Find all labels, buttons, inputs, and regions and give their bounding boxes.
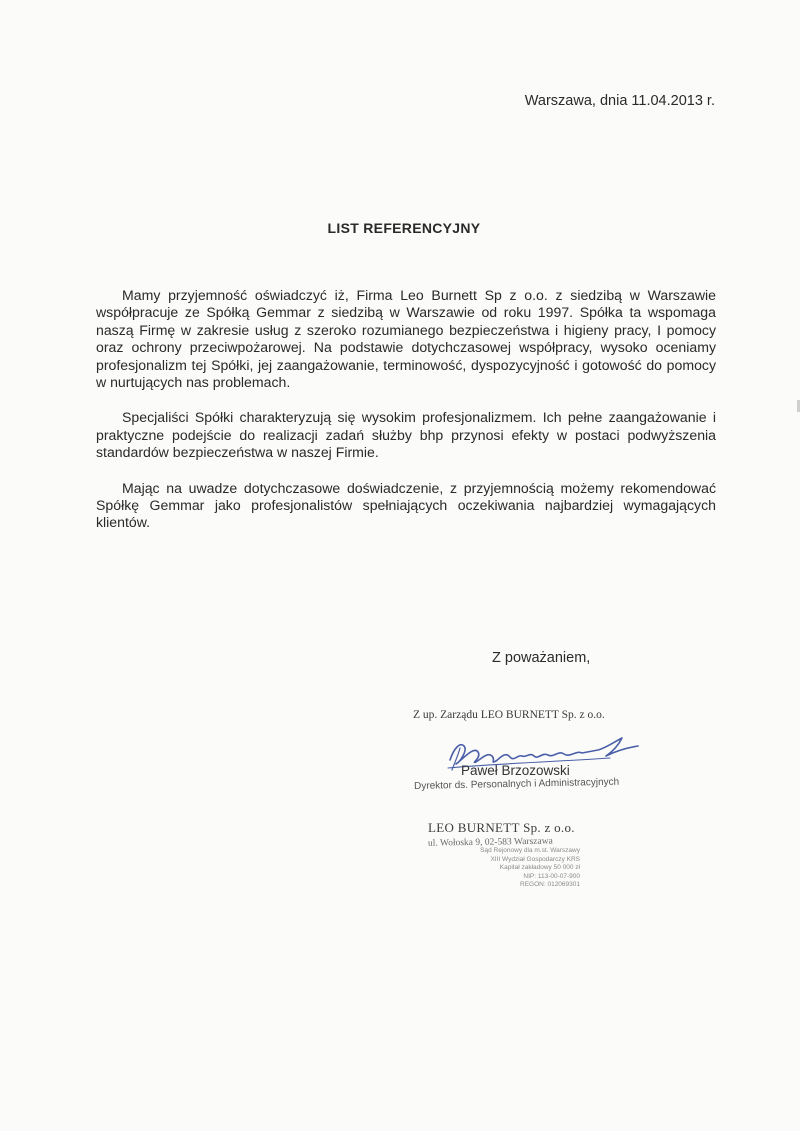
stamp-registry-line: XIII Wydział Gospodarczy KRS xyxy=(490,855,580,863)
stamp-capital: Kapitał zakładowy 50 000 zł xyxy=(499,864,580,871)
date-line: Warszawa, dnia 11.04.2013 r. xyxy=(524,93,715,109)
stamp-company-name: LEO BURNETT Sp. z o.o. xyxy=(428,820,575,835)
body-paragraph: Mamy przyjemność oświadczyć iż, Firma Leo Burnett Sp z o.o. z siedzibą w Warszawie współpracuje ze Spółką Gemmar z siedzibą w Warszawie od roku 1997. Spółka ta wspomaga naszą Firmę w zakresie usług z szeroko rozumianego bezpieczeństwa i higieny pracy, I pomocy oraz ochrony przeciwpożarowej. Na podstawie dotychczasowej współpracy, wysoko oceniamy profesjonalizm tej Spółki, jej zaangażowanie, terminowość, dyspozycyjność i gotowość do pomocy w nurtujących nas problemach. xyxy=(96,287,716,391)
closing-salutation: Z poważaniem, xyxy=(492,650,591,666)
authority-line: Z up. Zarządu LEO BURNETT Sp. z o.o. xyxy=(413,709,605,721)
signer-role: Dyrektor ds. Personalnych i Administracyjnych xyxy=(414,776,620,792)
signer-name: Paweł Brzozowski xyxy=(461,763,570,778)
stamp-address: ul. Wołoska 9, 02-583 Warszawa xyxy=(427,836,553,849)
company-stamp xyxy=(428,820,628,890)
stamp-nip: NIP: 113-00-07-900 xyxy=(523,872,580,880)
stamp-regon: REGON: 012069301 xyxy=(520,881,580,888)
stamp-details xyxy=(428,847,628,890)
body-paragraph: Mając na uwadze dotychczasowe doświadczenie, z przyjemnością możemy rekomendować Spółkę Gemmar jako profesjonalistów spełniających oczekiwania najbardziej wymagających klientów. xyxy=(96,479,716,531)
stamp-registry-line: Sąd Rejonowy dla m.st. Warszawy xyxy=(480,847,580,854)
letter-title: LIST REFERENCYJNY xyxy=(327,220,481,236)
body-paragraph: Specjaliści Spółki charakteryzują się wysokim profesjonalizmem. Ich pełne zaangażowanie i praktyczne podejście do realizacji zadań służby bhp przynosi efekty w postaci podwyższenia standardów bezpieczeństwa w naszej Firmie. xyxy=(96,409,716,461)
letter-body xyxy=(96,287,716,550)
